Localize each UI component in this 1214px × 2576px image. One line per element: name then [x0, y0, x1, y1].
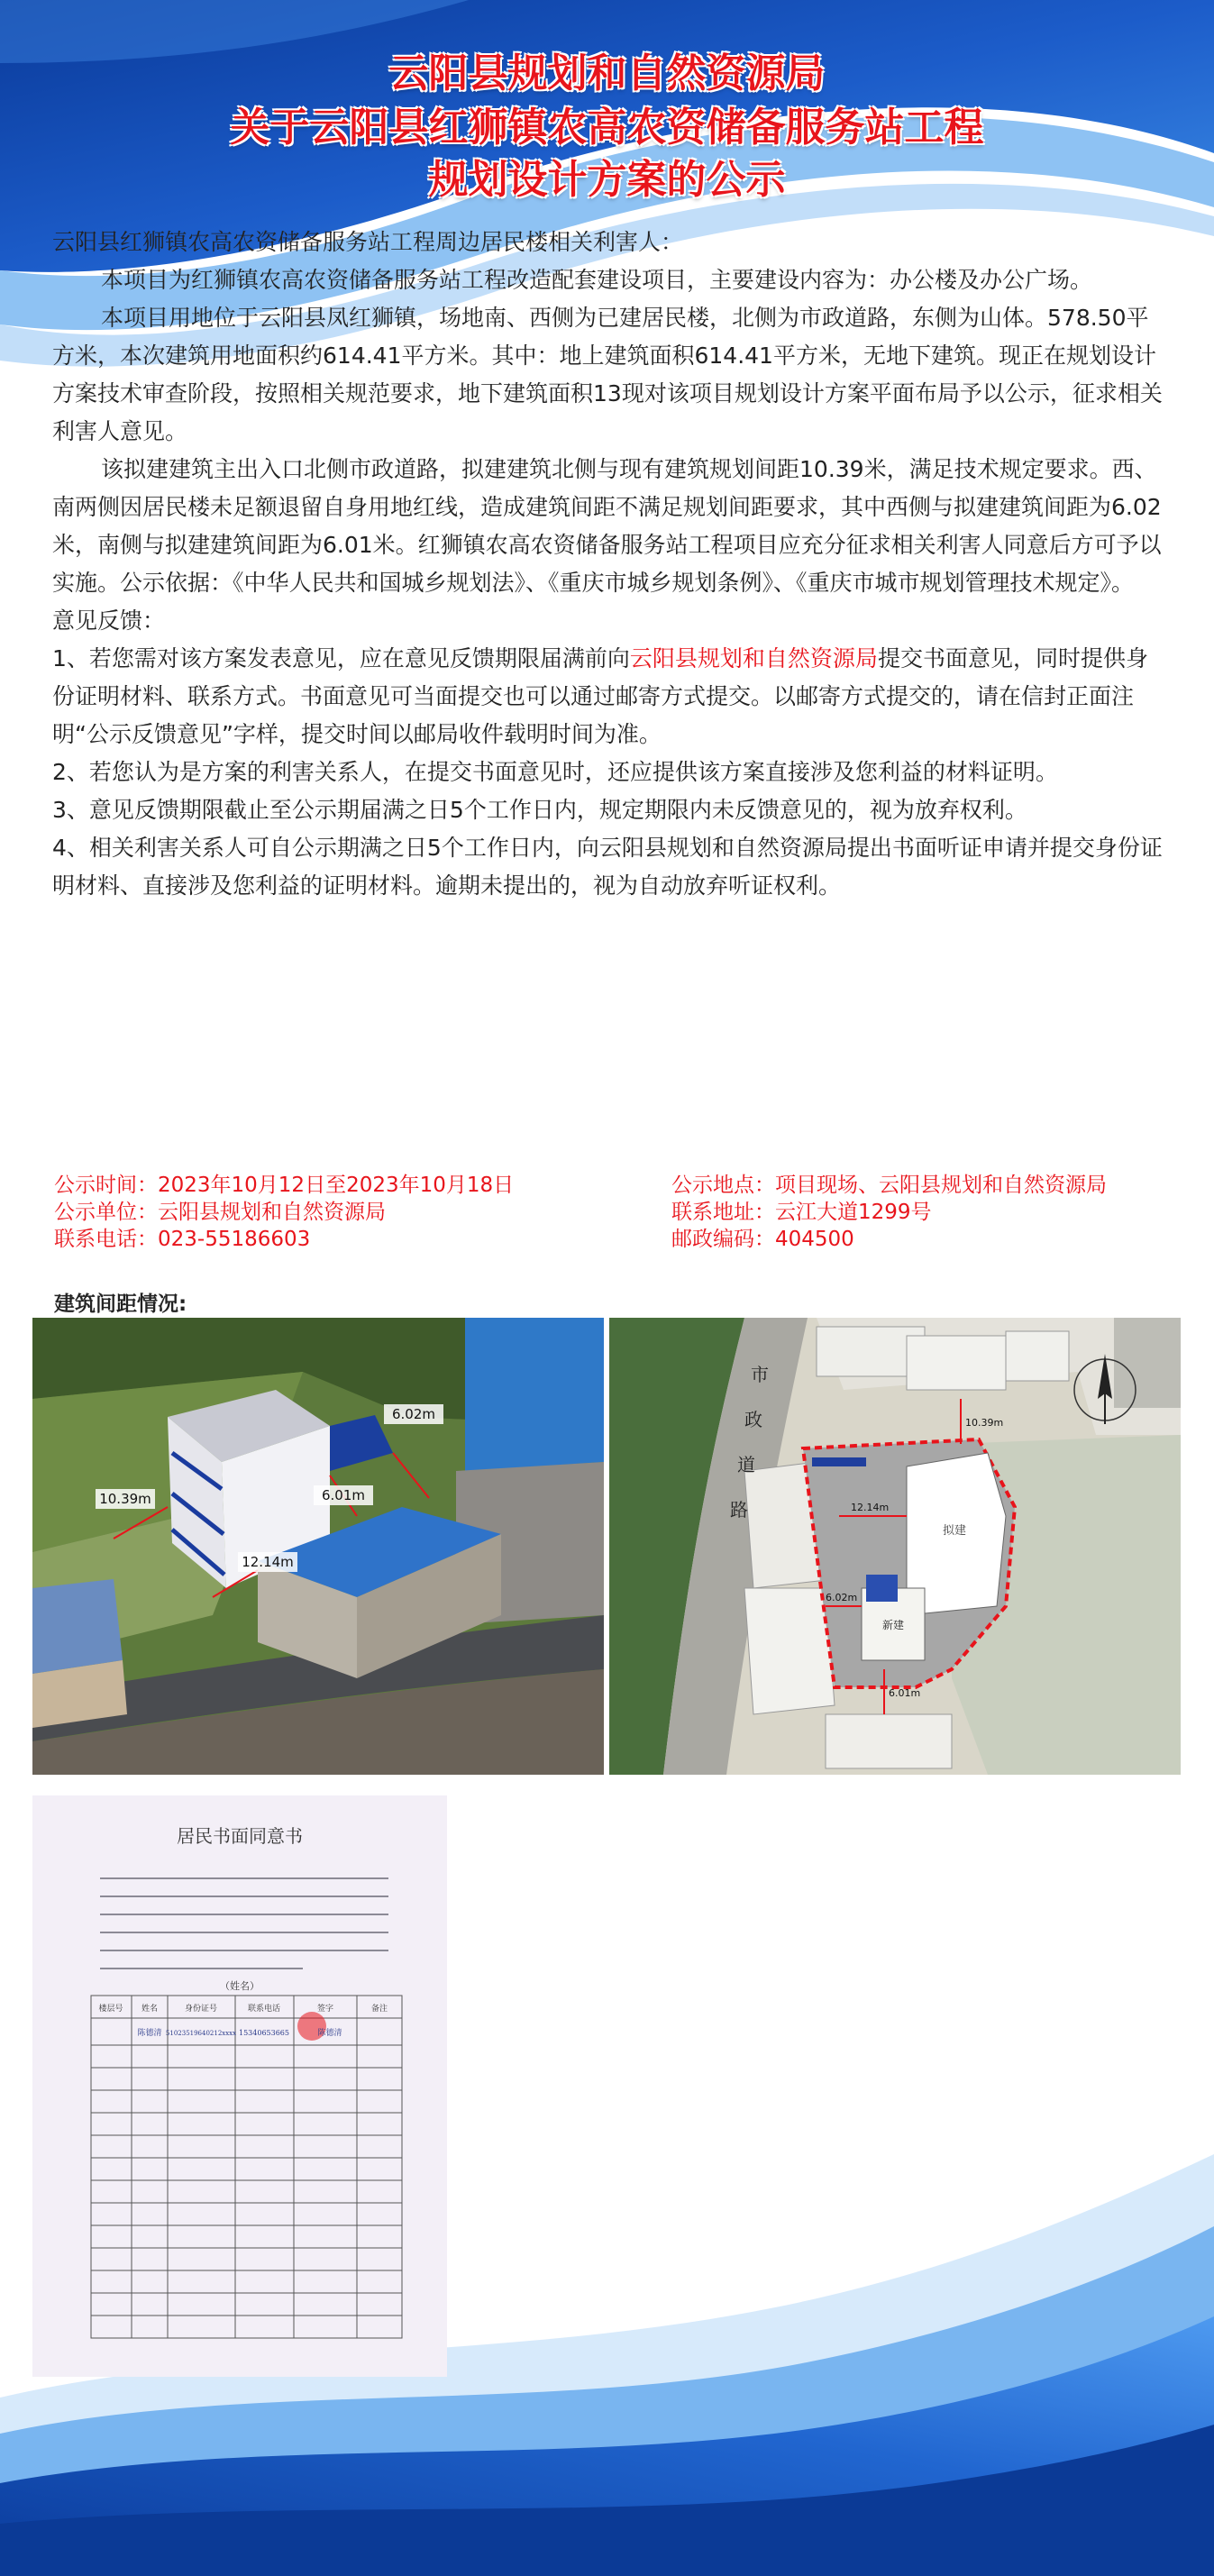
consent-row-phone: 15340653665	[239, 2029, 289, 2037]
notice-body	[52, 224, 1170, 905]
plan-label-north: 10.39m	[965, 1417, 1004, 1429]
contact-right	[671, 1172, 1107, 1253]
consent-title: 居民书面同意书	[177, 1825, 303, 1847]
consent-table-title: （姓名）	[220, 1980, 260, 1992]
feedback-item-1-a: 1、若您需对该方案发表意见，应在意见反馈期限届满前向	[52, 645, 630, 671]
publicity-time: 公示时间：2023年10月12日至2023年10月18日	[54, 1174, 515, 1197]
consent-col-remark: 备注	[370, 2005, 388, 2014]
plan-plot-label: 拟建	[943, 1524, 967, 1538]
salutation: 云阳县红狮镇农高农资储备服务站工程周边居民楼相关利害人：	[52, 229, 684, 255]
title-line-3: 规划设计方案的公示	[428, 157, 786, 203]
consent-row-id: 51023519640212xxxx	[165, 2030, 237, 2037]
plan-building-label: 新建	[882, 1619, 905, 1631]
aerial-photo	[32, 1318, 604, 1775]
postal-code: 邮政编码：404500	[671, 1228, 854, 1251]
feedback-item-4: 4、相关利害关系人可自公示期满之日5个工作日内，向云阳县规划和自然资源局提出书面听证申请并提交身份证明材料、直接涉及您利益的证明材料。逾期未提出的，视为自动放弃听证权利。	[52, 835, 1163, 899]
aerial-label-east: 12.14m	[242, 1554, 294, 1570]
consent-col-sign: 签字	[316, 2005, 334, 2014]
paragraph-site: 本项目用地位于云阳县凤红狮镇，场地南、西侧为已建居民楼，北侧为市政道路，东侧为山体。578.50平方米，本次建筑用地面积约614.41平方米。其中：地上建筑面积614.41平方米，无地下建筑。现正在规划设计方案技术审查阶段，按照相关规范要求，地下建筑面积13现对该项目规划设计方案平面布局予以公示，征求相关利害人意见。	[52, 305, 1163, 444]
paragraph-distance: 该拟建建筑主出入口北侧市政道路，拟建建筑北侧与现有建筑规划间距10.39米，满足技术规定要求。西、南两侧因居民楼未足额退留自身用地红线，造成建筑间距不满足规划间距要求，其中西侧与拟建建筑间距为6.02米，南侧与拟建建筑间距为6.01米。红狮镇农高农资储备服务站工程项目应充分征求相关利害人同意后方可予以实施。公示依据：《中华人民共和国城乡规划法》、《重庆市城乡规划条例》、《重庆市城市规划管理技术规定》。	[52, 456, 1162, 596]
feedback-heading: 意见反馈：	[52, 607, 166, 634]
contact-left	[54, 1172, 514, 1253]
plan-label-west: 6.02m	[826, 1592, 858, 1603]
consent-row-name: 陈德清	[137, 2029, 162, 2038]
feedback-item-1-b: 提交书面意见，同时提供身份证明材料、联系方式。书面意见可当面提交也可以通过邮寄方式提交。以邮寄方式提交的，请在信封正面注明“公示反馈意见”字样，提交时间以邮局收件载明时间为准。	[52, 645, 1148, 747]
contact-address: 联系地址：云江大道1299号	[671, 1201, 932, 1224]
contact-phone: 联系电话：023-55186603	[54, 1228, 311, 1251]
consent-col-floor: 楼层号	[98, 2005, 123, 2014]
site-plan	[609, 1318, 1181, 1775]
road-label-char-1: 市	[751, 1364, 769, 1385]
feedback-item-3: 3、意见反馈期限截止至公示期届满之日5个工作日内，规定期限内未反馈意见的，视为放弃权利。	[52, 797, 1027, 823]
plan-label-south: 6.01m	[889, 1687, 921, 1699]
title-line-2: 关于云阳县红狮镇农高农资储备服务站工程	[230, 105, 984, 151]
publicity-unit: 公示单位：云阳县规划和自然资源局	[54, 1201, 386, 1224]
consent-col-phone: 联系电话	[247, 2005, 281, 2014]
consent-form-scan	[32, 1795, 447, 2377]
title-line-1: 云阳县规划和自然资源局	[388, 50, 826, 96]
paragraph-project: 本项目为红狮镇农高农资储备服务站工程改造配套建设项目，主要建设内容为：办公楼及办公广场。	[101, 267, 1093, 293]
bureau-name-highlight: 云阳县规划和自然资源局	[629, 645, 878, 671]
consent-row-sign: 陈德清	[317, 2029, 342, 2038]
consent-col-name: 姓名	[141, 2005, 159, 2014]
road-label-char-3: 道	[737, 1454, 755, 1475]
road-label-char-2: 政	[744, 1409, 762, 1430]
publicity-place: 公示地点：项目现场、云阳县规划和自然资源局	[671, 1174, 1107, 1197]
aerial-label-north: 10.39m	[99, 1491, 151, 1507]
section-label-spacing: 建筑间距情况:	[54, 1293, 187, 1316]
aerial-label-south: 6.01m	[321, 1487, 366, 1503]
feedback-item-1	[52, 640, 1170, 754]
consent-col-id: 身份证号	[184, 2005, 218, 2014]
feedback-item-2: 2、若您认为是方案的利害关系人，在提交书面意见时，还应提供该方案直接涉及您利益的材料证明。	[52, 759, 1058, 785]
road-label-char-4: 路	[730, 1499, 748, 1521]
plan-label-mid: 12.14m	[851, 1502, 890, 1513]
aerial-label-west: 6.02m	[391, 1406, 436, 1422]
